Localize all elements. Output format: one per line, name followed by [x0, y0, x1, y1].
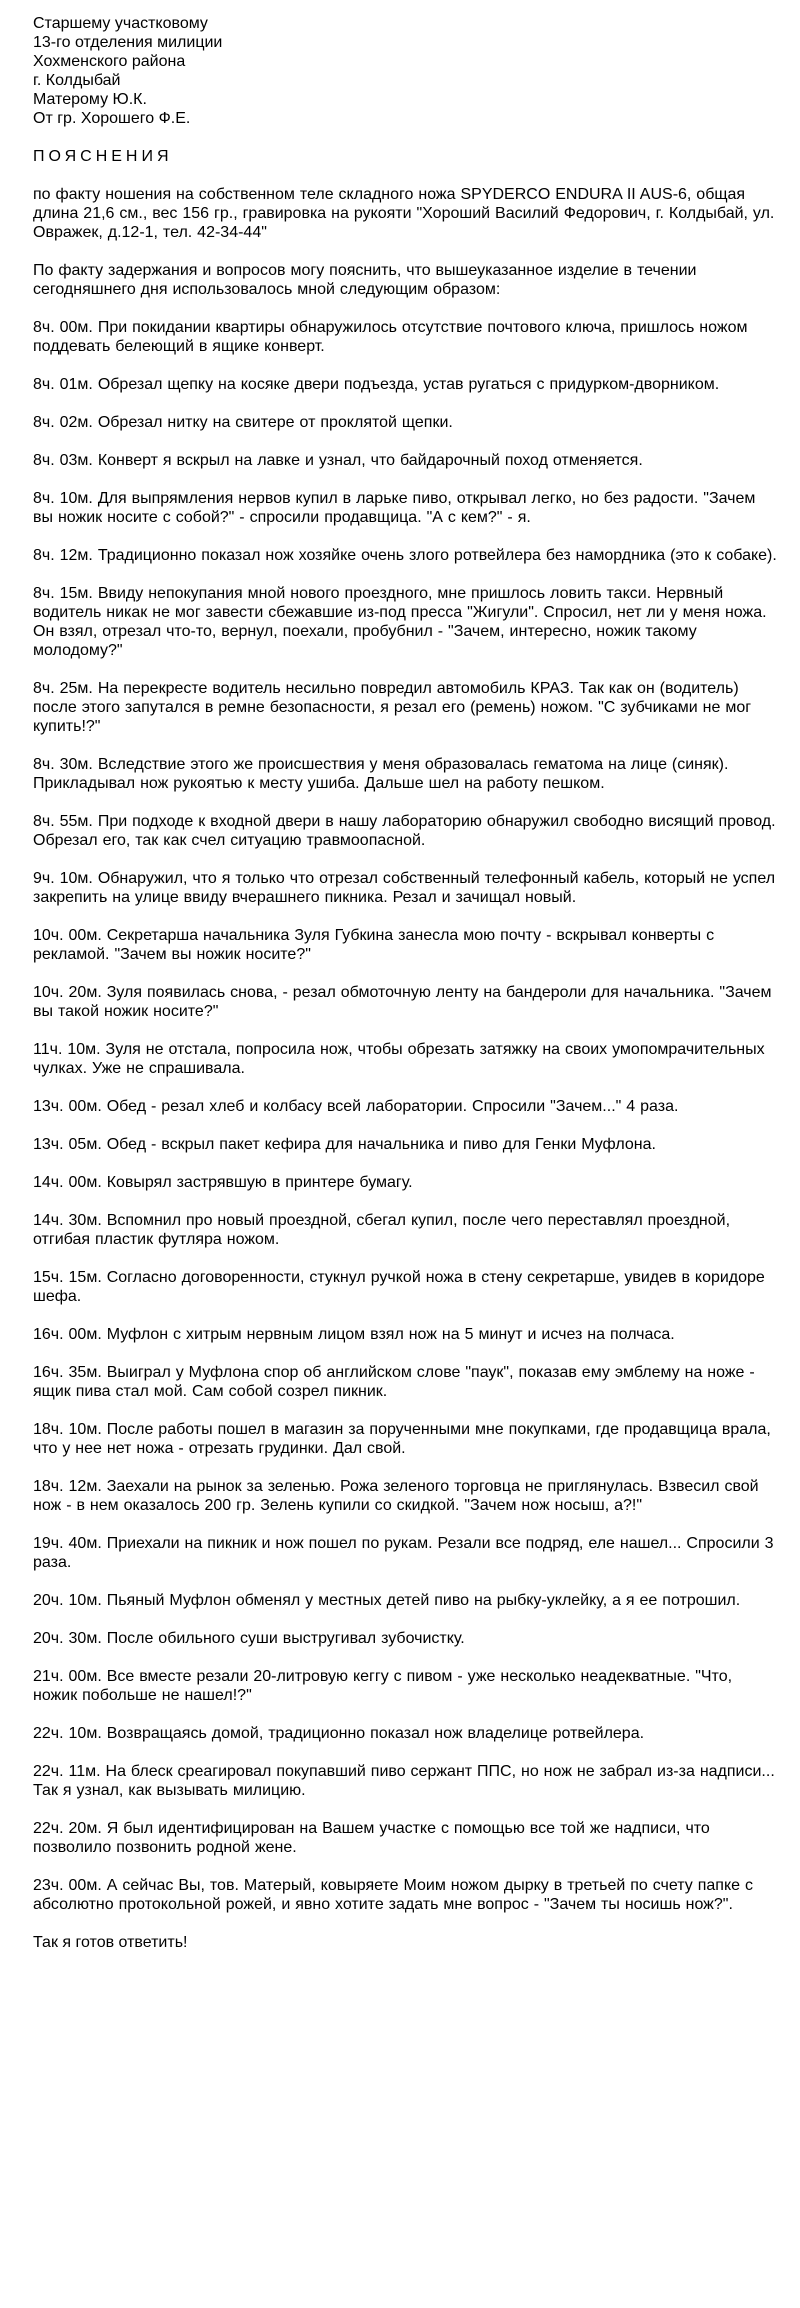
- sender-line: От гр. Хорошего Ф.Е.: [33, 110, 191, 127]
- timeline-entry: 8ч. 55м. При подходе к входной двери в нашу лабораторию обнаружил свободно висящий провод. Обрезал его, так как счел ситуацию травмоопасной.: [33, 813, 776, 849]
- timeline-entry: 19ч. 40м. Приехали на пикник и нож пошел по рукам. Резали все подряд, еле нашел... Спросили 3 раза.: [33, 1535, 774, 1571]
- addressee-block: [33, 14, 778, 128]
- addressee-line: Матерому Ю.К.: [33, 91, 147, 108]
- timeline-entry: 8ч. 01м. Обрезал щепку на косяке двери подъезда, устав ругаться с придурком-дворником.: [33, 376, 720, 393]
- timeline-entry: 9ч. 10м. Обнаружил, что я только что отрезал собственный телефонный кабель, который не успел закрепить на улице ввиду вчерашнего пикника. Резал и зачищал новый.: [33, 870, 776, 906]
- timeline-entry: 10ч. 00м. Секретарша начальника Зуля Губкина занесла мою почту - вскрывал конверты с рекламой. "Зачем вы ножик носите?": [33, 927, 715, 963]
- timeline-entry: 13ч. 05м. Обед - вскрыл пакет кефира для начальника и пиво для Генки Муфлона.: [33, 1136, 656, 1153]
- document-title: ПОЯСНЕНИЯ: [33, 148, 173, 165]
- timeline-entry: 20ч. 30м. После обильного суши выстругивал зубочистку.: [33, 1630, 465, 1647]
- timeline-entry: 14ч. 30м. Вспомнил про новый проездной, сбегал купил, после чего переставлял проездной, отгибая пластик футляра ножом.: [33, 1212, 731, 1248]
- closing-line: Так я готов ответить!: [33, 1934, 188, 1951]
- timeline-entry: 11ч. 10м. Зуля не отстала, попросила нож, чтобы обрезать затяжку на своих умопомрачительных чулках. Уже не спрашивала.: [33, 1041, 765, 1077]
- document: [33, 14, 778, 1952]
- addressee-line: Хохменского района: [33, 53, 186, 70]
- timeline-entry: 22ч. 20м. Я был идентифицирован на Вашем участке с помощью все той же надписи, что позволило позвонить родной жене.: [33, 1820, 710, 1856]
- timeline-entry: 14ч. 00м. Ковырял застрявшую в принтере бумагу.: [33, 1174, 413, 1191]
- addressee-line: г. Колдыбай: [33, 72, 121, 89]
- timeline-entry: 18ч. 12м. Заехали на рынок за зеленью. Рожа зеленого торговца не приглянулась. Взвесил свой нож - в нем оказалось 200 гр. Зелень купили со скидкой. "Зачем нож носыш, а?!": [33, 1478, 759, 1514]
- timeline-entry: 23ч. 00м. А сейчас Вы, тов. Матерый, ковыряете Моим ножом дырку в третьей по счету папке с абсолютно протокольной рожей, и явно хотите задать мне вопрос - "Зачем ты носишь нож?".: [33, 1877, 753, 1913]
- timeline-entry: 20ч. 10м. Пьяный Муфлон обменял у местных детей пиво на рыбку-уклейку, а я ее потрошил.: [33, 1592, 741, 1609]
- timeline-entry: 8ч. 02м. Обрезал нитку на свитере от проклятой щепки.: [33, 414, 453, 431]
- timeline-entry: 8ч. 10м. Для выпрямления нервов купил в ларьке пиво, открывал легко, но без радости. "Зачем вы ножик носите с собой?" - спросили продавщица. "А с кем?" - я.: [33, 490, 756, 526]
- timeline-entry: 21ч. 00м. Все вместе резали 20-литровую кеггу с пивом - уже несколько неадекватные. "Что, ножик побольше не нашел!?": [33, 1668, 733, 1704]
- timeline-entry: 8ч. 30м. Вследствие этого же происшествия у меня образовалась гематома на лице (синяк). Прикладывал нож рукоятью к месту ушиба. Дальше шел на работу пешком.: [33, 756, 729, 792]
- timeline-entry: 22ч. 10м. Возвращаясь домой, традиционно показал нож владелице ротвейлера.: [33, 1725, 645, 1742]
- timeline-entry: 8ч. 03м. Конверт я вскрыл на лавке и узнал, что байдарочный поход отменяется.: [33, 452, 643, 469]
- timeline-entry: 16ч. 35м. Выиграл у Муфлона спор об английском слове "паук", показав ему эмблему на ноже - ящик пива стал мой. Сам собой созрел пикник.: [33, 1364, 755, 1400]
- timeline-entry: 16ч. 00м. Муфлон с хитрым нервным лицом взял нож на 5 минут и исчез на полчаса.: [33, 1326, 675, 1343]
- timeline-entry: 18ч. 10м. После работы пошел в магазин за порученными мне покупками, где продавщица врала, что у нее нет ножа - отрезать грудинки. Дал свой.: [33, 1421, 771, 1457]
- explanation-paragraph: По факту задержания и вопросов могу пояснить, что вышеуказанное изделие в течении сегодняшнего дня использовалось мной следующим образом:: [33, 262, 697, 298]
- timeline-entry: 15ч. 15м. Согласно договоренности, стукнул ручкой ножа в стену секретарше, увидев в коридоре шефа.: [33, 1269, 765, 1305]
- intro-paragraph: по факту ношения на собственном теле складного ножа SPYDERCO ENDURA II AUS-6, общая длина 21,6 см., вес 156 гр., гравировка на рукояти "Хороший Василий Федорович, г. Колдыбай, ул. Овражек, д.12-1, тел. 42-34-44": [33, 186, 775, 241]
- timeline-entry: 8ч. 15м. Ввиду непокупания мной нового проездного, мне пришлось ловить такси. Нервный водитель никак не мог завести сбежавшие из-под пресса "Жигули". Спросил, нет ли у меня ножа. Он взял, отрезал что-то, вернул, поехали, пробубнил - "Зачем, интересно, ножик такому молодому?": [33, 585, 767, 659]
- addressee-line: Старшему участковому: [33, 15, 208, 32]
- timeline-entry: 10ч. 20м. Зуля появилась снова, - резал обмоточную ленту на бандероли для начальника. "Зачем вы такой ножик носите?": [33, 984, 772, 1020]
- timeline-entry: 13ч. 00м. Обед - резал хлеб и колбасу всей лаборатории. Спросили "Зачем..." 4 раза.: [33, 1098, 679, 1115]
- timeline-entry: 22ч. 11м. На блеск среагировал покупавший пиво сержант ППС, но нож не забрал из-за надписи... Так я узнал, как вызывать милицию.: [33, 1763, 775, 1799]
- timeline-entry: 8ч. 00м. При покидании квартиры обнаружилось отсутствие почтового ключа, пришлось ножом поддевать белеющий в ящике конверт.: [33, 319, 748, 355]
- addressee-line: 13-го отделения милиции: [33, 34, 223, 51]
- timeline-entry: 8ч. 12м. Традиционно показал нож хозяйке очень злого ротвейлера без намордника (это к собаке).: [33, 547, 777, 564]
- timeline-entry: 8ч. 25м. На перекресте водитель несильно повредил автомобиль КРАЗ. Так как он (водитель) после этого запутался в ремне безопасности, я резал его (ремень) ножом. "С зубчиками не мог купить!?": [33, 680, 752, 735]
